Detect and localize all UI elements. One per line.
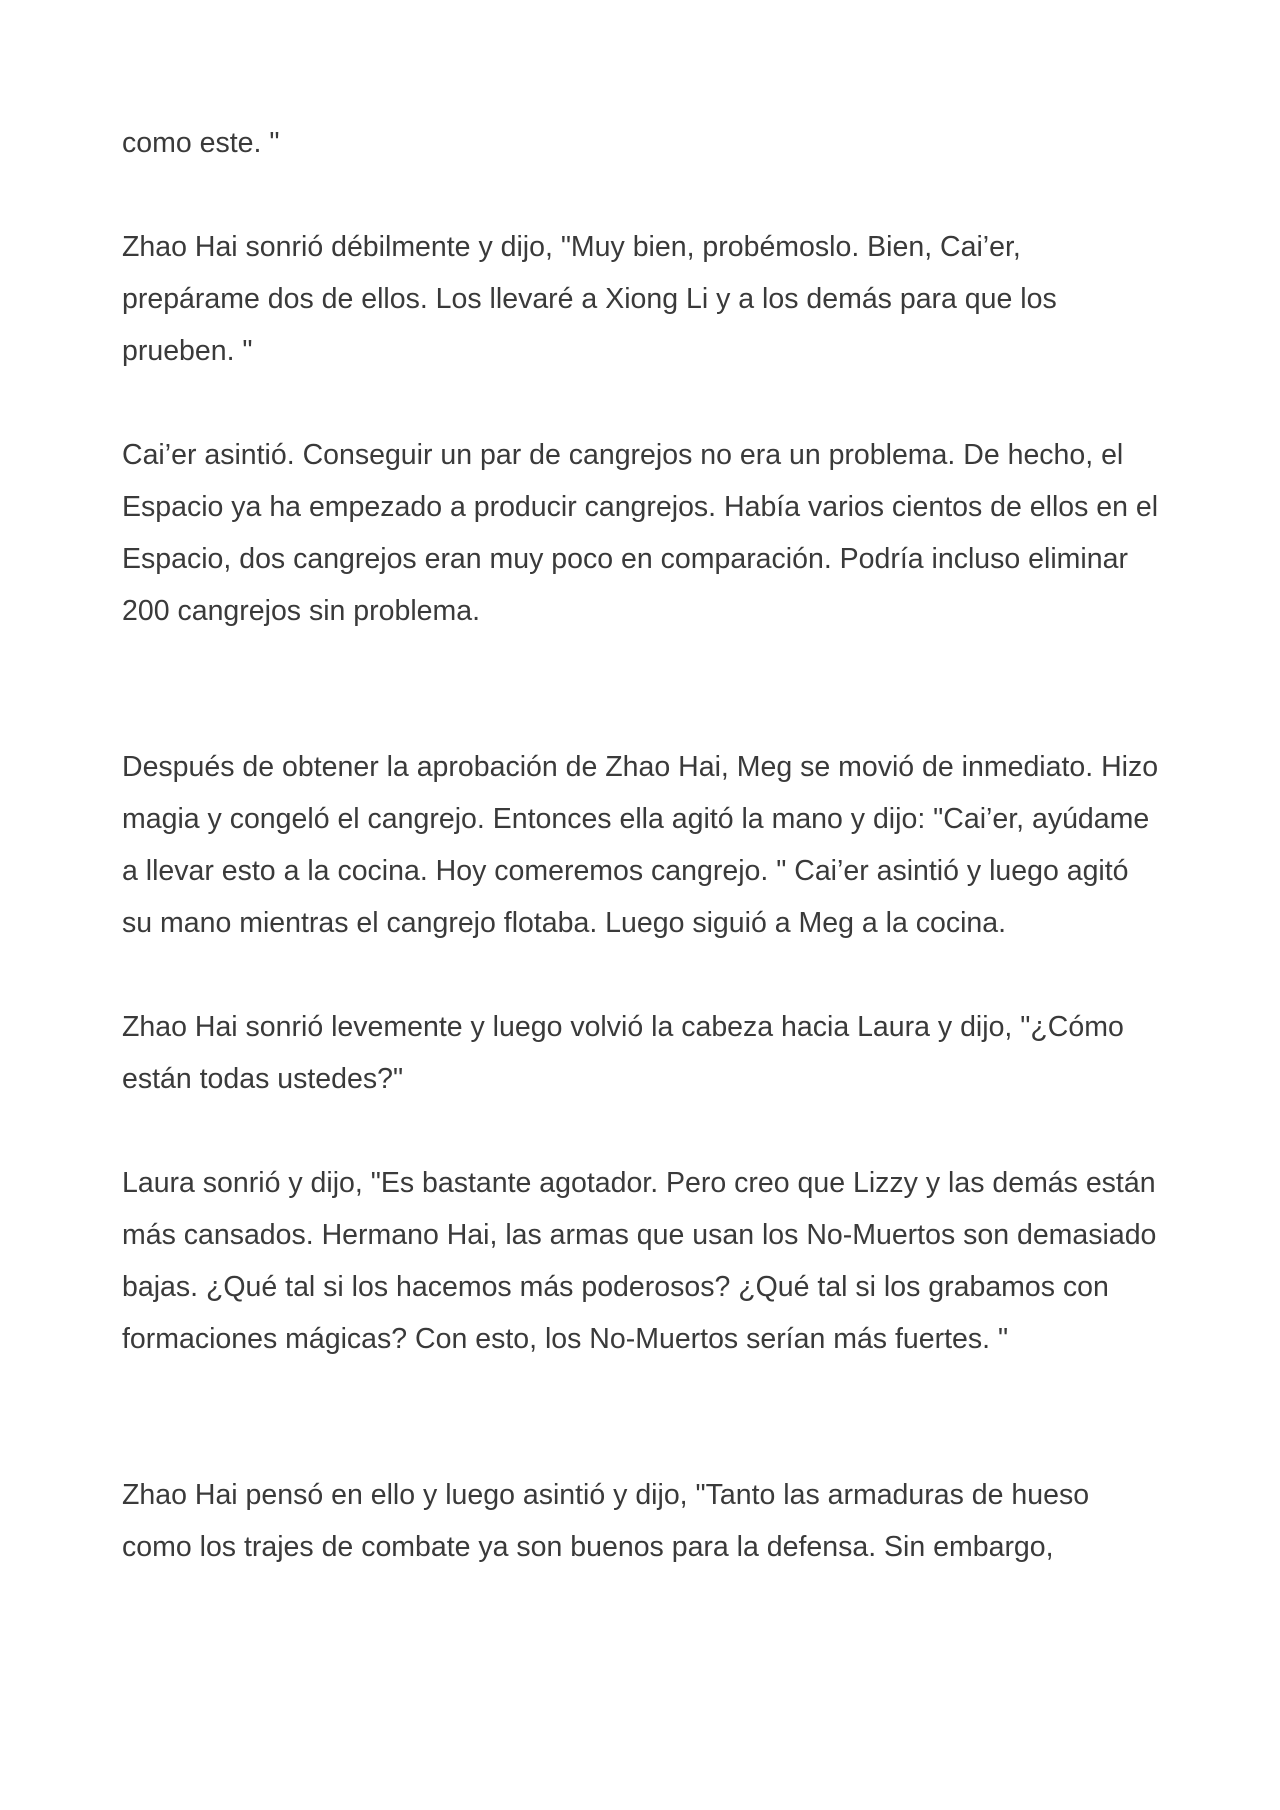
text-column (122, 117, 1162, 1573)
paragraph-6: Laura sonrió y dijo, "Es bastante agotador. Pero creo que Lizzy y las demás están más cansados. Hermano Hai, las armas que usan los No-Muertos son demasiado bajas. ¿Qué tal si los hacemos más poderosos? ¿Qué tal si los grabamos con formaciones mágicas? Con esto, los No-Muertos serían más fuertes. " (122, 1167, 1157, 1355)
paragraph-1: como este. " (122, 127, 280, 159)
paragraph-3: Cai’er asintió. Conseguir un par de cangrejos no era un problema. De hecho, el Espacio ya ha empezado a producir cangrejos. Había varios cientos de ellos en el Espacio, dos cangrejos eran muy poco en comparación. Podría incluso eliminar 200 cangrejos sin problema. (122, 439, 1159, 627)
paragraph-4: Después de obtener la aprobación de Zhao Hai, Meg se movió de inmediato. Hizo magia y congeló el cangrejo. Entonces ella agitó la mano y dijo: "Cai’er, ayúdame a llevar esto a la cocina. Hoy comeremos cangrejo. " Cai’er asintió y luego agitó su mano mientras el cangrejo flotaba. Luego siguió a Meg a la cocina. (122, 751, 1159, 939)
paragraph-7: Zhao Hai pensó en ello y luego asintió y dijo, "Tanto las armaduras de hueso como los trajes de combate ya son buenos para la defensa. Sin embargo, (122, 1479, 1090, 1563)
paragraph-2: Zhao Hai sonrió débilmente y dijo, "Muy bien, probémoslo. Bien, Cai’er, prepárame dos de ellos. Los llevaré a Xiong Li y a los demás para que los prueben. " (122, 231, 1057, 367)
paragraph-5: Zhao Hai sonrió levemente y luego volvió la cabeza hacia Laura y dijo, "¿Cómo están todas ustedes?" (122, 1011, 1124, 1095)
